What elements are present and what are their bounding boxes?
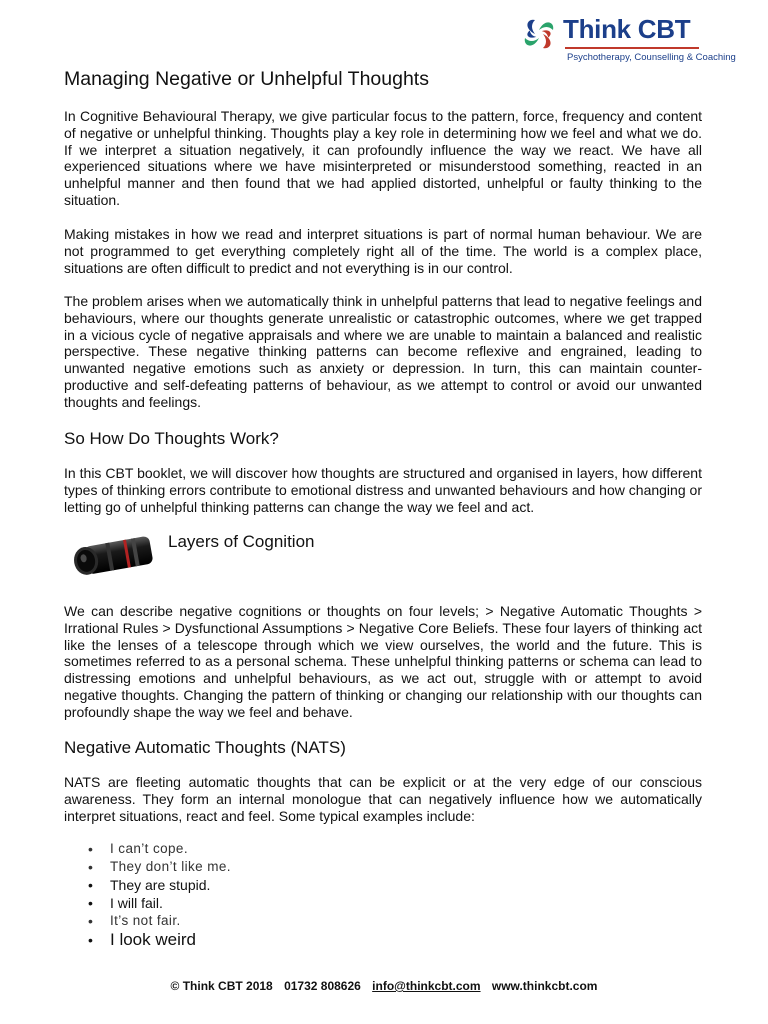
brand-name: Think CBT xyxy=(563,14,691,44)
intro-paragraph-1: In Cognitive Behavioural Therapy, we give particular focus to the pattern, force, frequency and content of negative or unhelpful thinking. Thoughts play a key role in determining how we feel and what we do. If we interpret a situation negatively, it can profoundly influence the way we react. We have all experienced situations where we have misinterpreted or misunderstood something, reacted in an unhelpful manner and then found that we had applied distorted, unhelpful or faulty thinking to the situation. xyxy=(64,108,702,208)
section-layers-paragraph: We can describe negative cognitions or thoughts on four levels; > Negative Automatic Thoughts > Irrational Rules > Dysfunctional Assumptions > Negative Core Beliefs. These four layers of thinking act like the lenses of a telescope through which we view ourselves, the world and the future. This is sometimes referred to as a personal schema. These unhelpful thinking patterns or schema can lead to distressing emotions and unhelpful behaviours, as we act out, struggle with or attempt to avoid negative thoughts. Changing the pattern of thinking or changing our relationship with our thoughts can profoundly shape the way we feel and behave. xyxy=(64,603,702,720)
section-nats-heading: Negative Automatic Thoughts (NATS) xyxy=(64,738,346,757)
footer-phone: 01732 808626 xyxy=(284,979,361,993)
list-item: • I can’t cope. xyxy=(88,840,231,858)
list-item: • They don’t like me. xyxy=(88,858,231,876)
page-footer xyxy=(0,979,768,993)
list-item: • It’s not fair. xyxy=(88,912,231,930)
list-item: • They are stupid. xyxy=(88,876,231,894)
intro-paragraph-2: Making mistakes in how we read and interpret situations is part of normal human behaviour. We are not programmed to get everything completely right all of the time. The world is a complex place, situations are often difficult to predict and not everything is in our control. xyxy=(64,226,702,276)
footer-website[interactable]: www.thinkcbt.com xyxy=(491,979,598,993)
section-layers-heading: Layers of Cognition xyxy=(168,532,315,551)
section-nats-paragraph: NATS are fleeting automatic thoughts that can be explicit or at the very edge of our conscious awareness. They form an internal monologue that can negatively influence how we automatically interpret situations, react and feel. Some typical examples include: xyxy=(64,774,702,824)
list-item: • I will fail. xyxy=(88,894,231,912)
footer-copyright: © Think CBT 2018 xyxy=(170,979,273,993)
section-how-paragraph: In this CBT booklet, we will discover how thoughts are structured and organised in layers, how different types of thinking errors contribute to emotional distress and unwanted behaviours and how changing or letting go of unhelpful thinking patterns can change the way we feel and act. xyxy=(64,465,702,515)
think-cbt-logo xyxy=(519,14,736,68)
footer-email-link[interactable]: info@thinkcbt.com xyxy=(372,979,481,993)
brand-tagline: Psychotherapy, Counselling & Coaching xyxy=(567,52,736,63)
page-title: Managing Negative or Unhelpful Thoughts xyxy=(64,68,429,90)
swirl-logo-icon xyxy=(519,14,559,54)
brand-underline xyxy=(565,47,699,49)
list-item: • I look weird xyxy=(88,930,231,950)
telescope-lens-image xyxy=(68,532,160,584)
intro-paragraph-3: The problem arises when we automatically think in unhelpful patterns that lead to negative feelings and behaviours, where our thoughts generate unrealistic or catastrophic outcomes, where we get trapped in a vicious cycle of negative appraisals and where we are unable to maintain a balanced and realistic perspective. These negative thinking patterns can become reflexive and engrained, leading to unwanted negative emotions such as anxiety or depression. In turn, this can maintain counter-productive and self-defeating patterns of behaviour, as we attempt to control or avoid our unwanted thoughts and feelings. xyxy=(64,293,702,410)
section-how-heading: So How Do Thoughts Work? xyxy=(64,429,279,448)
nats-examples-list xyxy=(88,840,231,950)
